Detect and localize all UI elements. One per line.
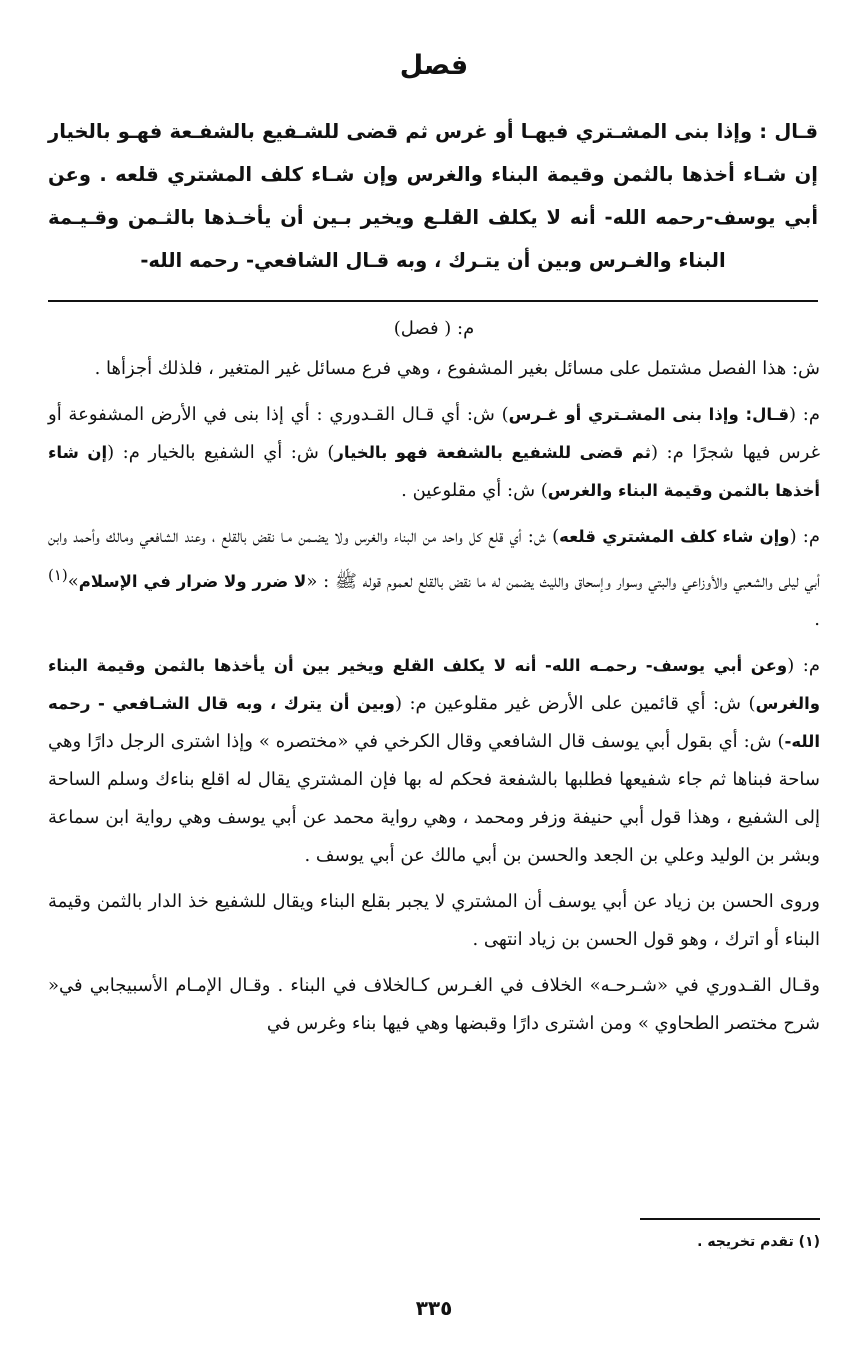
text-run: م: (: [787, 655, 820, 676]
commentary-paragraph-3: [48, 647, 820, 875]
quoted-matn: وإن شاء كلف المشتري قلعه: [559, 527, 790, 546]
quoted-matn: قـال: وإذا بنى المشـتري أو غـرس: [508, 405, 790, 424]
text-run: ) ش: أي بقول أبي يوسف قال الشافعي وقال الكرخي في «مختصره » وإذا اشترى الرجل دارًا وهي ساحة فبناها ثم جاء شفيعها فطلبها بالشفعة فحكم له بها فإن المشتري يقال له اقلع بناءك وسلم الساحة إلى الشفيع ، وهذا قول أبي حنيفة وزفر ومحمد ، وهي رواية محمد عن أبي يوسف وهي رواية ابن سماعة وبشر بن الوليد وعلي بن الجعد والحسن بن أبي مالك عن أبي يوسف .: [48, 731, 820, 866]
commentary-paragraph-2: [48, 518, 820, 639]
footnote-divider: [640, 1218, 820, 1220]
text-run: م: (: [789, 526, 821, 547]
quoted-matn: وبين أن يترك ، وبه قال الشـافعي - رحمه الله-: [48, 694, 820, 751]
commentary-paragraph-5: وقـال القـدوري في «شـرحـه» الخلاف في الغـرس كـالخلاف في البناء . وقـال الإمـام الأسبيجابي في« شرح مختصر الطحاوي » ومن اشترى دارًا وقبضها وهي فيها بناء وغرس في: [48, 975, 820, 1034]
page-number: ٣٣٥: [415, 1296, 453, 1320]
section-divider: [48, 300, 818, 302]
commentary: [48, 310, 820, 1051]
text-run: ) ش: أي قلع كل واحد من البناء والغرس ولا يضـمن مـا نقض بالقلع ، وعند الشافعي ومالك وأحمد وابن أبي ليلى والشعبي والأوزاعي والبتي وسوار وإسحاق والليث يضمن له ما نقض بالقلع لعموم قوله ﷺ : «: [48, 526, 820, 592]
commentary-paragraph-4: وروى الحسن بن زياد عن أبي يوسف أن المشتري لا يجبر بقلع البناء ويقال للشفيع خذ الدار بالثمن وقيمة البناء أو اترك ، وهو قول الحسن بن زياد انتهى .: [48, 891, 820, 950]
text-run: ) ش: أي مقلوعين .: [401, 480, 548, 501]
commentary-paragraph-intro: ش: هذا الفصل مشتمل على مسائل بغير المشفوع ، وهي فرع مسائل غير المتغير ، فلذلك أجزأها .: [94, 358, 820, 379]
footnote-marker: (١): [48, 566, 68, 584]
quoted-matn: وعن أبي يوسف- رحمـه الله- أنه لا يكلف القلع ويخير بين أن يأخذها بالثمن وقيمة البناء والغرس: [48, 656, 821, 713]
hadith-quote: لا ضرر ولا ضرار في الإسلام: [78, 572, 307, 591]
main-text: قـال : وإذا بنى المشـتري فيهـا أو غرس ثم قضى للشـفيع بالشفـعة فهـو بالخيار إن شـاء أخذها بالثمن وقيمة البناء والغرس وإن شـاء كلف المشتري قلعه . وعن أبي يوسف-رحمه الله- أنه لا يكلف القلـع ويخير بـين أن يأخـذها بالثـمن وقـيـمة البناء والغـرس وبين أن يتـرك ، وبه قـال الشافعي- رحمه الله-: [48, 120, 818, 272]
commentary-paragraph-1: [48, 396, 820, 510]
quoted-matn: إن شاء أخذها بالثمن وقيمة البناء والغرس: [48, 443, 820, 500]
footnote: (١) تقدم تخريجه .: [697, 1234, 820, 1250]
commentary-title: م: ( فصل): [393, 318, 475, 339]
text-run: .: [814, 609, 820, 630]
text-run: ) ش: أي قائمين على الأرض غير مقلوعين م: (: [394, 693, 756, 714]
text-run: ) ش: أي قـال القـدوري : أي إذا بنى في الأرض المشفوعة أو غرس فيها شجرًا م: (: [48, 404, 820, 463]
section-heading: فصل: [399, 50, 469, 81]
quoted-matn: ثم قضى للشفيع بالشفعة فهو بالخيار: [334, 443, 651, 462]
text-run: »: [67, 571, 79, 592]
text-run: ) ش: أي الشفيع بالخيار م: (: [107, 442, 335, 463]
text-run: م: (: [789, 404, 821, 425]
